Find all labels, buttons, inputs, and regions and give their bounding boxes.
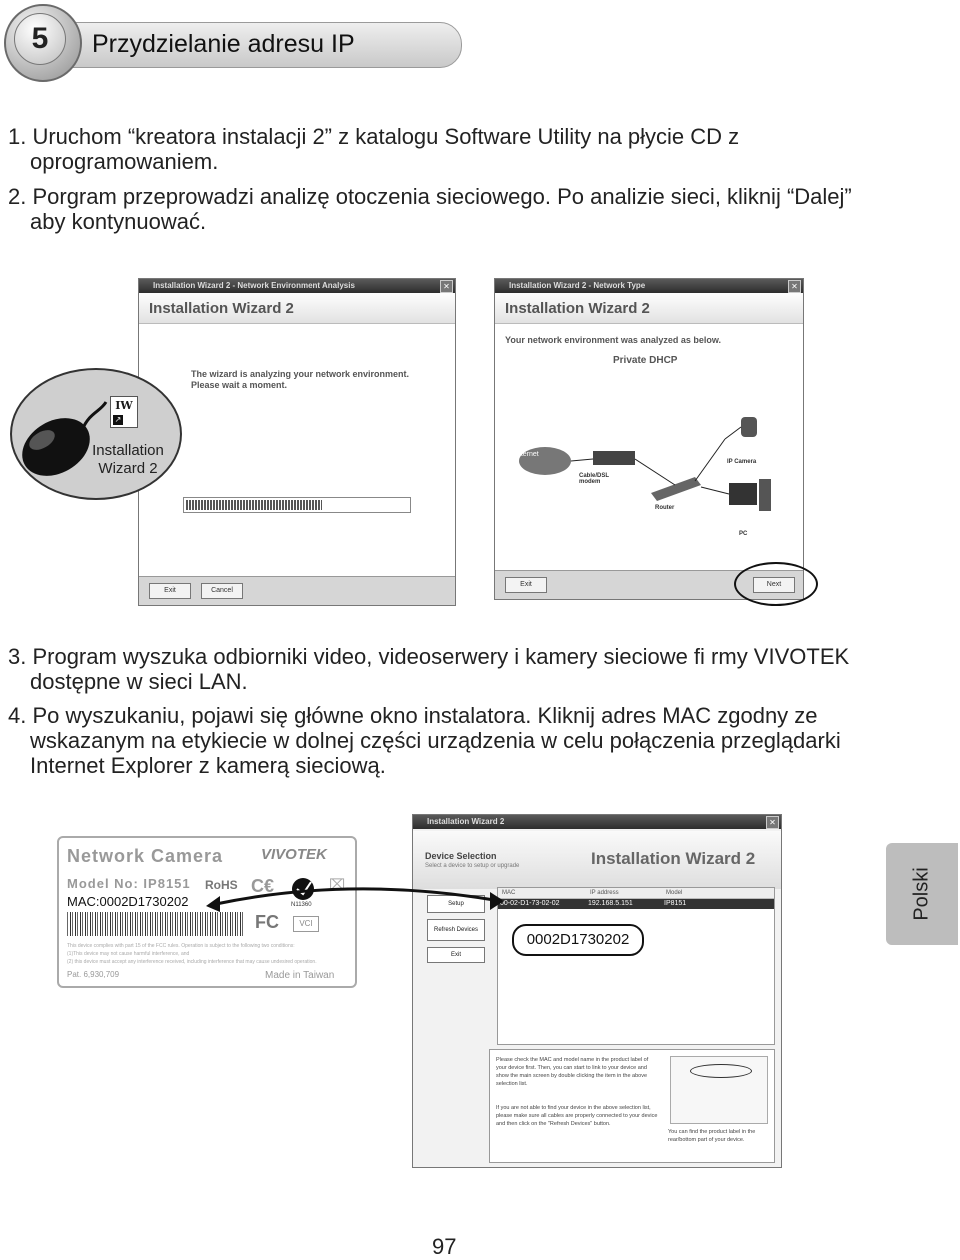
camera-label: IP Camera: [727, 459, 757, 465]
language-tab-label: Polski: [910, 867, 933, 921]
wizard-banner: Installation Wizard 2: [591, 849, 756, 868]
network-message: Your network environment was analyzed as below.: [505, 335, 722, 345]
step-2-text-cont: aby kontynuować.: [30, 209, 207, 234]
pc-monitor-icon: [729, 483, 757, 505]
rohs-mark: RoHS: [205, 878, 238, 892]
wizard-banner: Installation Wizard 2: [139, 293, 455, 324]
cancel-button[interactable]: Cancel: [201, 583, 243, 599]
step-3-text: 3. Program wyszuka odbiorniki video, videoserwery i kamery sieciowe fi rmy VIVOTEK: [8, 644, 850, 669]
page-number: 97: [432, 1234, 457, 1259]
device-list-header: [498, 888, 774, 899]
shortcut-arrow-icon: ↗: [114, 415, 122, 424]
step-number: 5: [14, 13, 66, 65]
vcci-mark-icon: VCI: [293, 916, 319, 932]
progress-bar: [183, 497, 411, 513]
analyze-message: The wizard is analyzing your network environment.: [191, 369, 410, 379]
step-1-text: 1. Uruchom “kreatora instalacji 2” z katalogu Software Utility na płycie CD z: [8, 124, 740, 149]
patent-number: Pat. 6,930,709: [67, 970, 120, 979]
icon-label-line2: Wizard 2: [98, 460, 158, 477]
ip-camera-icon: [741, 417, 757, 437]
pc-label: PC: [739, 531, 748, 537]
fcc-line-1: This device complies with part 15 of the FCC rules. Operation is subject to the following two conditions:: [67, 943, 295, 949]
step-4: [8, 703, 938, 778]
help-text-2: If you are not able to find your device in the above selection list, please make sure all cables are properly connected to your device and then click on the "Refresh Devices" button.: [496, 1105, 658, 1127]
icon-label-line1: Installation: [92, 442, 164, 459]
col-mac[interactable]: MAC: [502, 890, 516, 896]
close-icon[interactable]: ✕: [788, 280, 801, 293]
vivotek-logo: VIVOTEK: [261, 846, 327, 863]
network-type: Private DHCP: [613, 355, 678, 366]
n-code: N11360: [291, 902, 312, 908]
section-title: Przydzielanie adresu IP: [92, 30, 355, 58]
weee-bin-icon: ⌧: [329, 876, 346, 892]
step-4-text-cont: wskazanym na etykiecie w dolnej części urządzenia w celu połączenia przeglądarki: [30, 728, 841, 753]
mac-callout: 0002D1730202: [512, 924, 644, 956]
mac-match-arrow: [200, 880, 510, 920]
network-diagram: [515, 399, 785, 539]
step-2-text: 2. Porgram przeprowadzi analizę otoczenia sieciowego. Po analizie sieci, kliknij “Dalej”: [8, 184, 852, 209]
internet-label: Internet: [515, 451, 539, 458]
device-list[interactable]: [497, 887, 775, 1045]
section-sub-label: Select a device to setup or upgrade: [425, 863, 520, 869]
mac-address: MAC:0002D1730202: [67, 894, 189, 909]
router-icon: [651, 477, 701, 501]
help-text-3: You can find the product label in the rear/bottom part of your device.: [668, 1129, 756, 1143]
language-tab: [886, 843, 958, 945]
step-2: [8, 184, 938, 234]
step-3-text-cont: dostępne w sieci LAN.: [30, 669, 248, 694]
close-icon[interactable]: ✕: [766, 816, 779, 829]
router-label: Router: [655, 505, 675, 511]
help-panel: [489, 1049, 775, 1163]
ce-mark-icon: C€: [251, 876, 275, 896]
step-4-text-cont2: Internet Explorer z kamerą sieciową.: [30, 753, 386, 778]
fcc-statement: [67, 942, 349, 966]
label-thumbnail-highlight: [690, 1064, 752, 1078]
setup-button[interactable]: Setup: [427, 895, 485, 913]
close-icon[interactable]: ✕: [440, 280, 453, 293]
exit-button[interactable]: Exit: [149, 583, 191, 599]
label-title: Network Camera: [67, 846, 224, 866]
wizard-network-type-window: [494, 278, 804, 600]
fcc-line-2: (1)This device may not cause harmful interference, and: [67, 951, 190, 957]
help-text-1: Please check the MAC and model name in the product label of your device first. Then, you can start to link to your device and show the main screen by double clicking the item in the above selection list.: [496, 1057, 649, 1087]
step-1-text-cont: oprogramowaniem.: [30, 149, 219, 174]
window-titlebar: Installation Wizard 2: [413, 815, 781, 829]
step-3: [8, 644, 938, 694]
window-titlebar: Installation Wizard 2 - Network Type: [495, 279, 803, 293]
model-number: Model No: IP8151: [67, 876, 191, 891]
device-model: IP8151: [664, 900, 687, 907]
modem-label: Cable/DSL modem: [579, 473, 609, 485]
wizard-device-selection-window: [412, 814, 782, 1168]
wizard-analysis-window: [138, 278, 456, 606]
window-titlebar: Installation Wizard 2 - Network Environment Analysis: [139, 279, 455, 293]
device-row[interactable]: [498, 899, 774, 909]
fcc-logo-icon: FC: [255, 912, 279, 932]
next-button[interactable]: Next: [753, 577, 795, 593]
icon-label: [84, 442, 172, 478]
fcc-line-3: (2) this device must accept any interference received, including interference that may cause undesired operation.: [67, 959, 317, 965]
device-ip: 192.168.5.151: [588, 900, 633, 907]
modem-icon: [593, 451, 635, 465]
installation-wizard-icon[interactable]: IW ↗: [110, 396, 138, 428]
device-mac[interactable]: 00-02-D1-73-02-02: [500, 900, 560, 907]
window-footer: [139, 576, 455, 605]
col-ip[interactable]: IP address: [590, 890, 619, 896]
step-4-text: 4. Po wyszukaniu, pojawi się główne okno instalatora. Kliknij adres MAC zgodny ze: [8, 703, 818, 728]
exit-button[interactable]: Exit: [427, 947, 485, 963]
col-model[interactable]: Model: [666, 890, 683, 896]
section-label: Device Selection: [425, 851, 497, 861]
exit-button[interactable]: Exit: [505, 577, 547, 593]
wizard-banner: Installation Wizard 2: [495, 293, 803, 324]
next-button-highlight: [734, 562, 818, 606]
wait-message: Please wait a moment.: [191, 380, 288, 390]
refresh-devices-button[interactable]: Refresh Devices: [427, 919, 485, 941]
step-1: [8, 124, 938, 174]
progress-fill: [186, 500, 322, 510]
made-in: Made in Taiwan: [265, 970, 335, 981]
pc-tower-icon: [759, 479, 771, 511]
